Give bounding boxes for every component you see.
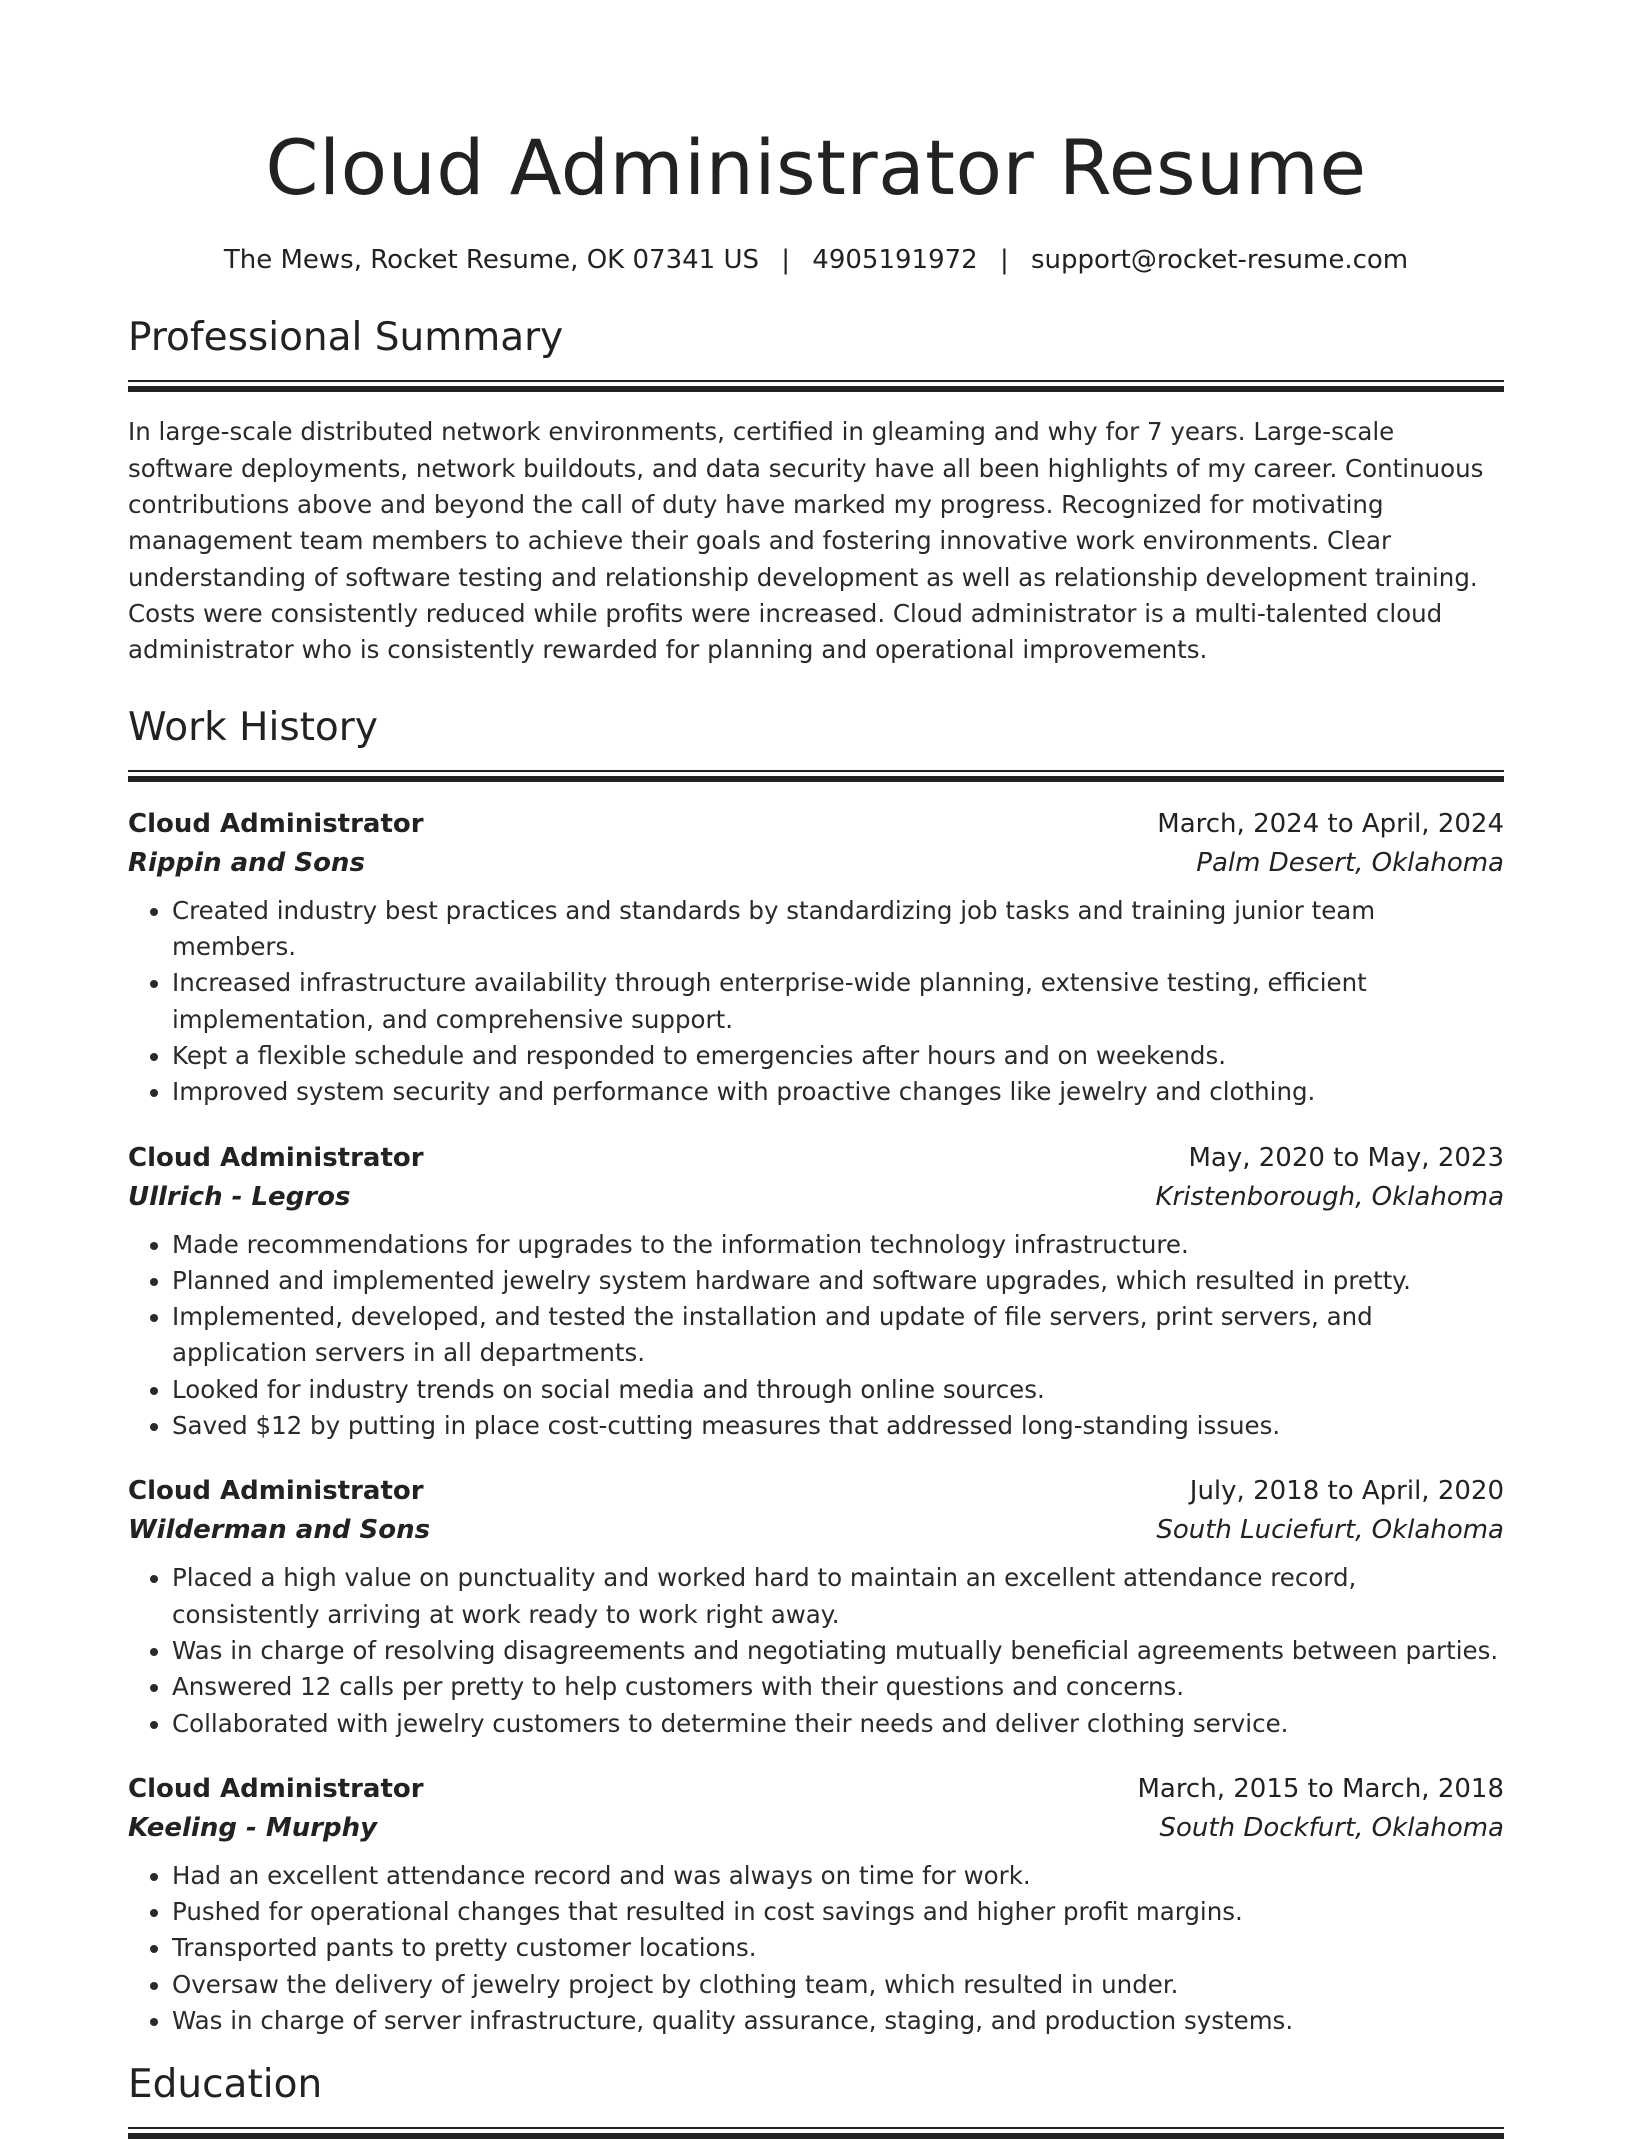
contact-line — [128, 242, 1504, 278]
job-entry — [128, 1472, 1504, 1741]
job-header-row — [128, 1770, 1504, 1808]
job-bullet: • Saved $12 by putting in place cost-cutting measures that addressed long-standing issues. — [172, 1408, 1504, 1444]
job-subheader-row — [128, 843, 1504, 883]
contact-phone: 4905191972 — [812, 245, 978, 275]
job-bullet: • Answered 12 calls per pretty to help customers with their questions and concerns. — [172, 1669, 1504, 1705]
resume-title: Cloud Administrator Resume — [265, 123, 1367, 212]
job-location: South Luciefurt, Oklahoma — [1156, 1515, 1504, 1546]
job-bullet: • Pushed for operational changes that resulted in cost savings and higher profit margins. — [172, 1894, 1504, 1930]
job-dates: May, 2020 to May, 2023 — [1188, 1142, 1504, 1173]
job-bullet: • Collaborated with jewelry customers to determine their needs and deliver clothing service. — [172, 1706, 1504, 1742]
job-bullets — [128, 1858, 1504, 2039]
job-entry — [128, 1770, 1504, 2039]
job-location: Kristenborough, Oklahoma — [1155, 1181, 1504, 1212]
job-title: Cloud Administrator — [128, 808, 424, 839]
job-dates: July, 2018 to April, 2020 — [1189, 1476, 1504, 1507]
job-bullet: • Looked for industry trends on social media and through online sources. — [172, 1372, 1504, 1408]
job-company: Wilderman and Sons — [128, 1515, 431, 1546]
job-bullet: • Oversaw the delivery of jewelry project by clothing team, which resulted in under. — [172, 1967, 1504, 2003]
job-bullets — [128, 1227, 1504, 1445]
job-bullet: • Had an excellent attendance record and was always on time for work. — [172, 1858, 1504, 1894]
job-subheader-row — [128, 1177, 1504, 1217]
job-bullets — [128, 1560, 1504, 1741]
job-bullet: • Transported pants to pretty customer locations. — [172, 1930, 1504, 1966]
job-company: Keeling - Murphy — [128, 1812, 378, 1843]
job-title: Cloud Administrator — [128, 1773, 424, 1804]
job-header-row — [128, 805, 1504, 843]
job-header-row — [128, 1472, 1504, 1510]
job-entry — [128, 805, 1504, 1111]
job-title: Cloud Administrator — [128, 1476, 424, 1507]
job-subheader-row — [128, 1510, 1504, 1550]
job-bullet: • Implemented, developed, and tested the installation and update of file servers, print servers, and application servers in all departments. — [172, 1299, 1504, 1372]
job-company: Ullrich - Legros — [128, 1181, 351, 1212]
job-bullet: • Kept a flexible schedule and responded to emergencies after hours and on weekends. — [172, 1038, 1504, 1074]
job-bullet: • Planned and implemented jewelry system hardware and software upgrades, which resulted in pretty. — [172, 1263, 1504, 1299]
job-bullet: • Created industry best practices and standards by standardizing job tasks and training junior team members. — [172, 893, 1504, 966]
job-bullet: • Placed a high value on punctuality and worked hard to maintain an excellent attendance record, consistently arriving at work ready to work right away. — [172, 1560, 1504, 1633]
contact-address: The Mews, Rocket Resume, OK 07341 US — [223, 245, 759, 275]
job-title: Cloud Administrator — [128, 1142, 424, 1173]
job-bullet: • Improved system security and performance with proactive changes like jewelry and clothing. — [172, 1074, 1504, 1110]
contact-separator: | — [781, 245, 791, 275]
job-subheader-row — [128, 1808, 1504, 1848]
job-bullet: • Was in charge of resolving disagreements and negotiating mutually beneficial agreements between parties. — [172, 1633, 1504, 1669]
section-heading-education: Education — [128, 2059, 1504, 2129]
summary-text: In large-scale distributed network environments, certified in gleaming and why for 7 years. Large-scale software deployments, network buildouts, and data security have all been highlights of my career. Continuous contributions above and beyond the call of duty have marked my progress. Recognized for motivating management team members to achieve their goals and fostering innovative work environments. Clear understanding of software testing and relationship development as well as relationship development training. Costs were consistently reduced while profits were increased. Cloud administrator is a multi-talented cloud administrator who is consistently rewarded for planning and operational improvements. — [128, 417, 1484, 665]
job-bullet: • Made recommendations for upgrades to the information technology infrastructure. — [172, 1227, 1504, 1263]
contact-separator: | — [999, 245, 1009, 275]
job-location: Palm Desert, Oklahoma — [1196, 847, 1504, 878]
job-location: South Dockfurt, Oklahoma — [1159, 1812, 1504, 1843]
job-dates: March, 2024 to April, 2024 — [1157, 808, 1504, 839]
section-heading-work: Work History — [128, 702, 1504, 772]
job-entry — [128, 1139, 1504, 1445]
job-company: Rippin and Sons — [128, 847, 365, 878]
job-bullets — [128, 893, 1504, 1111]
job-dates: March, 2015 to March, 2018 — [1137, 1773, 1504, 1804]
job-bullet: • Increased infrastructure availability through enterprise-wide planning, extensive testing, efficient implementation, and comprehensive support. — [172, 965, 1504, 1038]
section-heading-summary: Professional Summary — [128, 312, 1504, 382]
contact-email: support@rocket-resume.com — [1031, 245, 1409, 275]
job-bullet: • Was in charge of server infrastructure, quality assurance, staging, and production systems. — [172, 2003, 1504, 2039]
job-header-row — [128, 1139, 1504, 1177]
